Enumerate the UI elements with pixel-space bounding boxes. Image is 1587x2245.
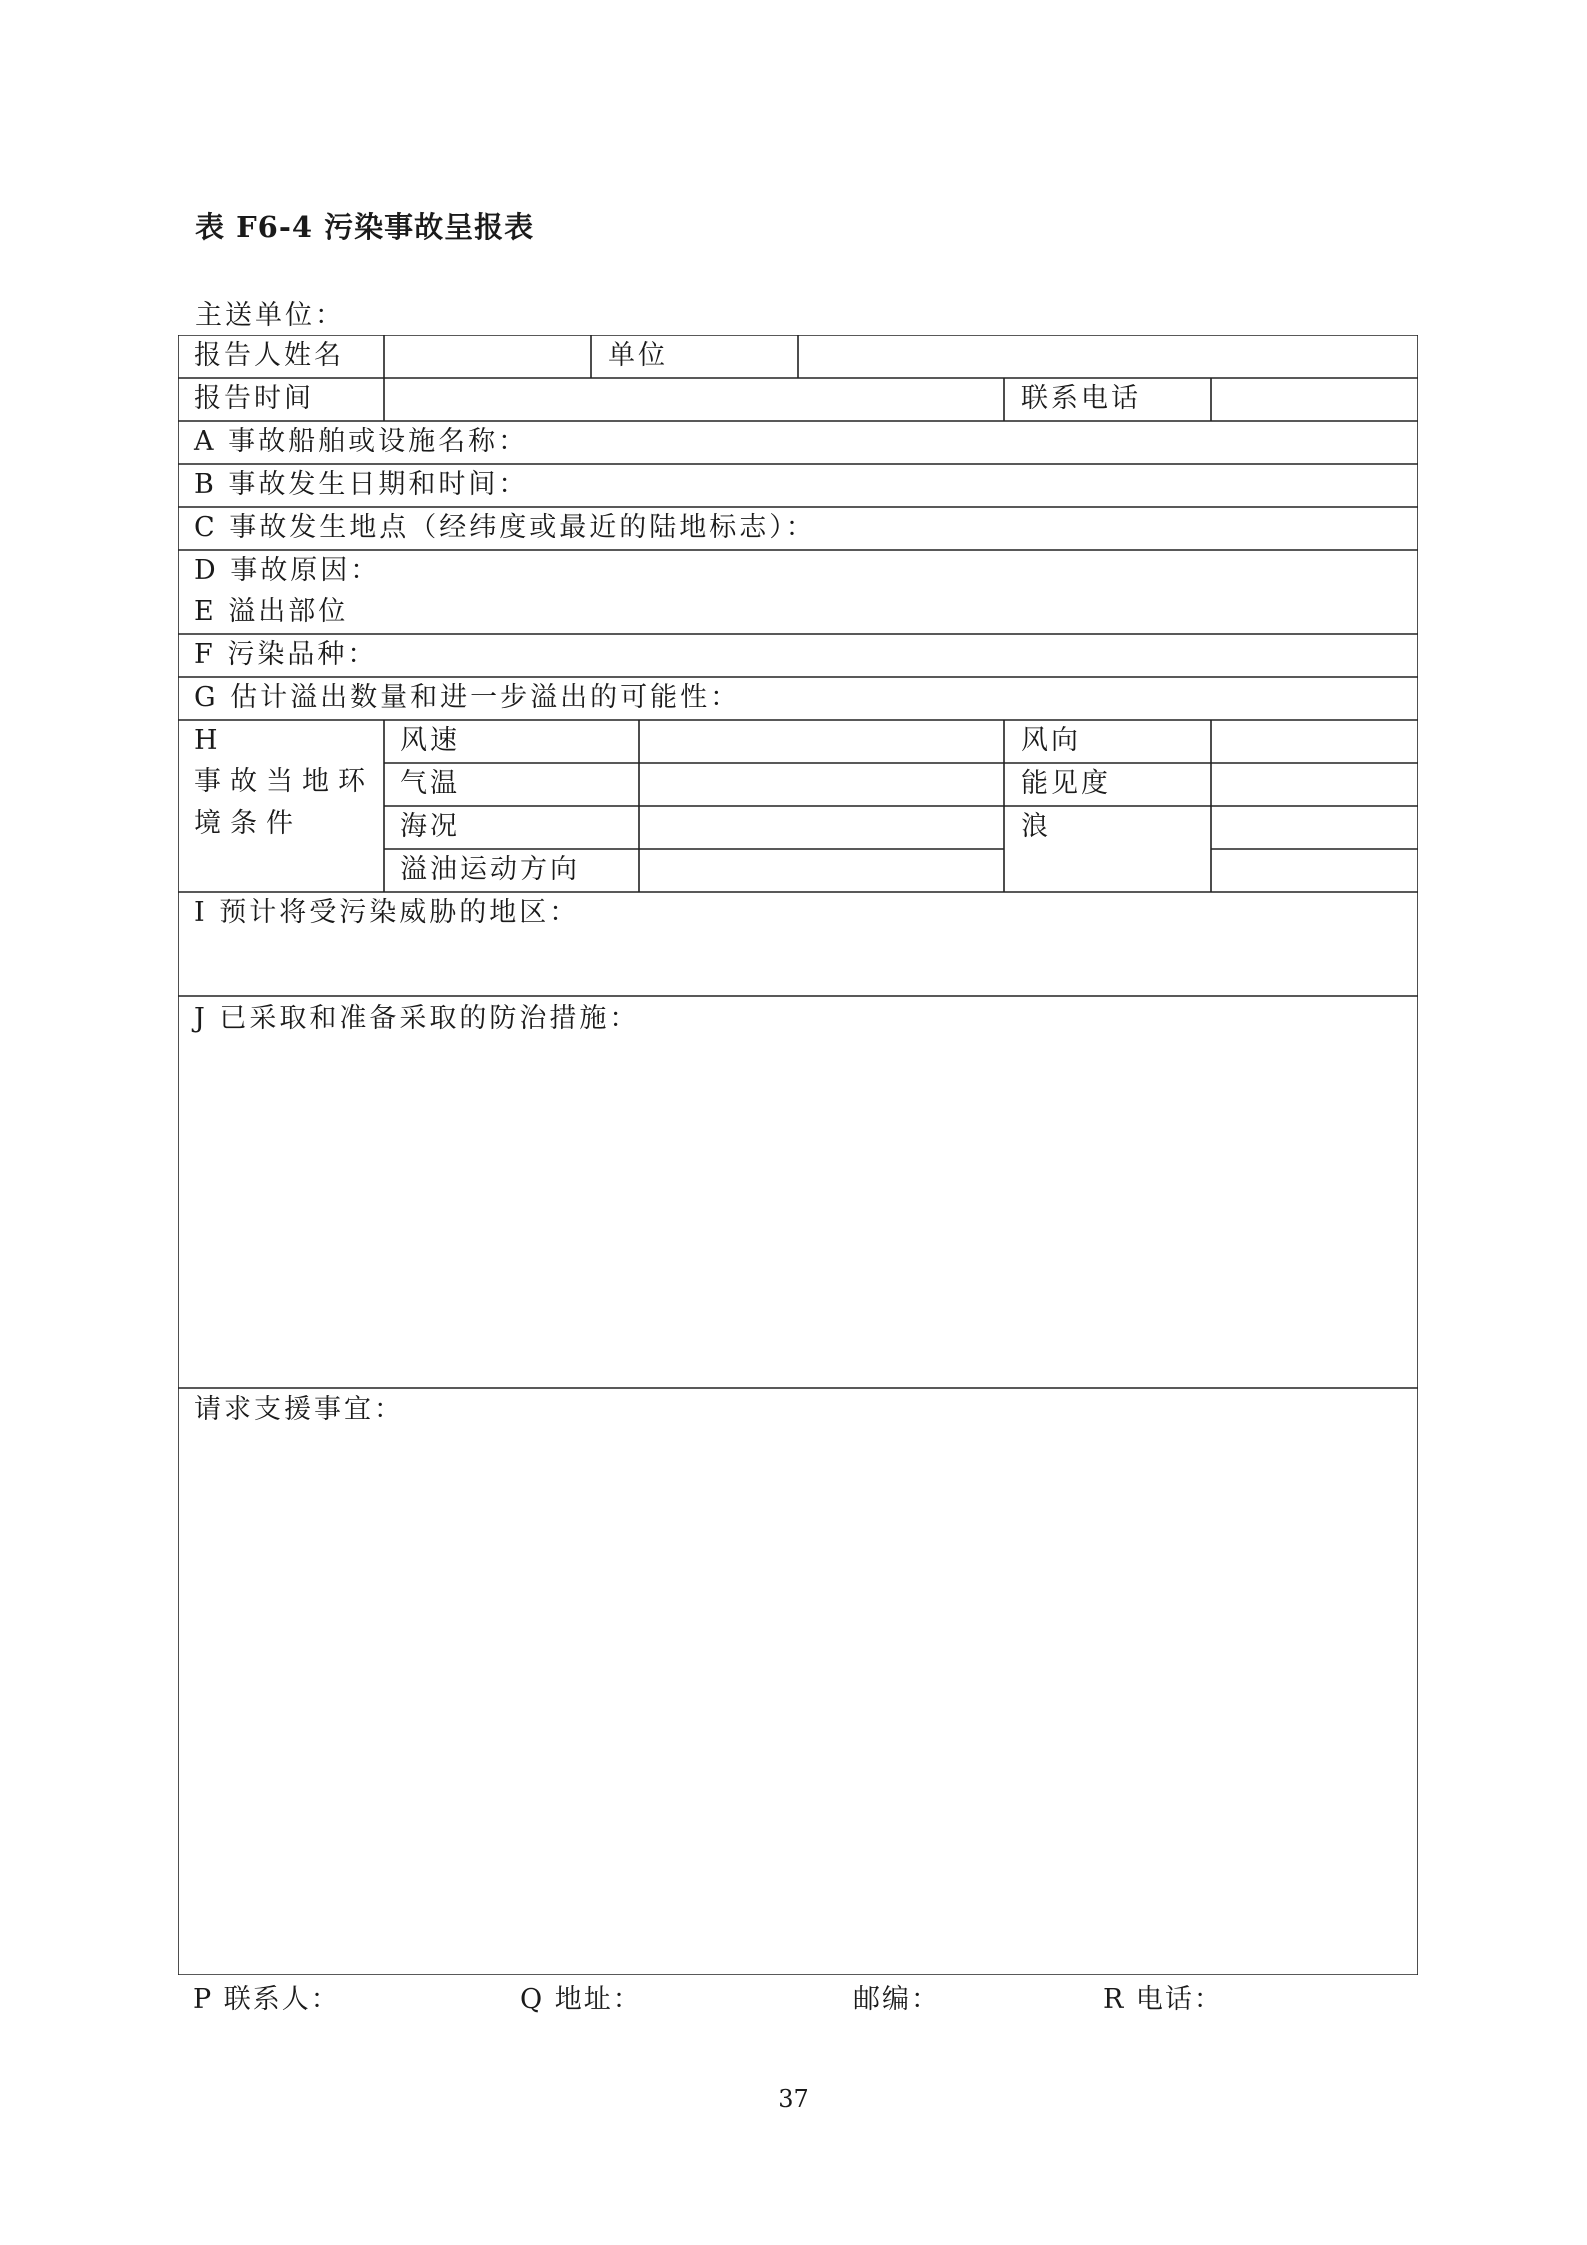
row-e-label: E 溢出部位 (194, 596, 349, 627)
footer-postcode: 邮编： (853, 1984, 940, 2015)
wind-speed-label: 风速 (400, 725, 460, 756)
row-a-label: A 事故船舶或设施名称： (194, 426, 529, 457)
env-letter: H (194, 725, 221, 756)
wind-direction-label: 风向 (1021, 725, 1081, 756)
row-i-label: I 预计将受污染威胁的地区： (194, 897, 580, 928)
wave-label: 浪 (1021, 811, 1051, 842)
row-j-label: J 已采取和准备采取的防治措施： (194, 1003, 640, 1034)
footer-contact-person: P 联系人： (193, 1984, 340, 2015)
row-d-label: D 事故原因： (194, 555, 381, 586)
env-label-line1: 事故当地环 (194, 766, 374, 797)
report-time-label: 报告时间 (194, 383, 314, 414)
pollution-report-form (178, 335, 1418, 1975)
air-temperature-label: 气温 (400, 768, 460, 799)
env-label-line2: 境条件 (194, 808, 302, 839)
row-g-label: G 估计溢出数量和进一步溢出的可能性： (194, 682, 741, 713)
contact-phone-label: 联系电话 (1021, 383, 1141, 414)
support-request-label: 请求支援事宜： (194, 1394, 404, 1425)
sea-state-label: 海况 (400, 811, 460, 842)
sender-unit-label: 主送单位： (195, 300, 345, 331)
row-b-label: B 事故发生日期和时间： (194, 469, 529, 500)
row-c-label: C 事故发生地点（经纬度或最近的陆地标志）： (194, 512, 816, 543)
footer-address: Q 地址： (520, 1984, 642, 2015)
visibility-label: 能见度 (1021, 768, 1111, 799)
unit-label: 单位 (608, 340, 668, 371)
reporter-name-label: 报告人姓名 (194, 340, 344, 371)
footer-phone: R 电话： (1103, 1984, 1223, 2015)
page-number: 37 (778, 2085, 809, 2113)
form-title: 表 F6-4 污染事故呈报表 (195, 210, 535, 244)
oil-movement-direction-label: 溢油运动方向 (400, 854, 580, 885)
row-f-label: F 污染品种： (194, 639, 378, 670)
